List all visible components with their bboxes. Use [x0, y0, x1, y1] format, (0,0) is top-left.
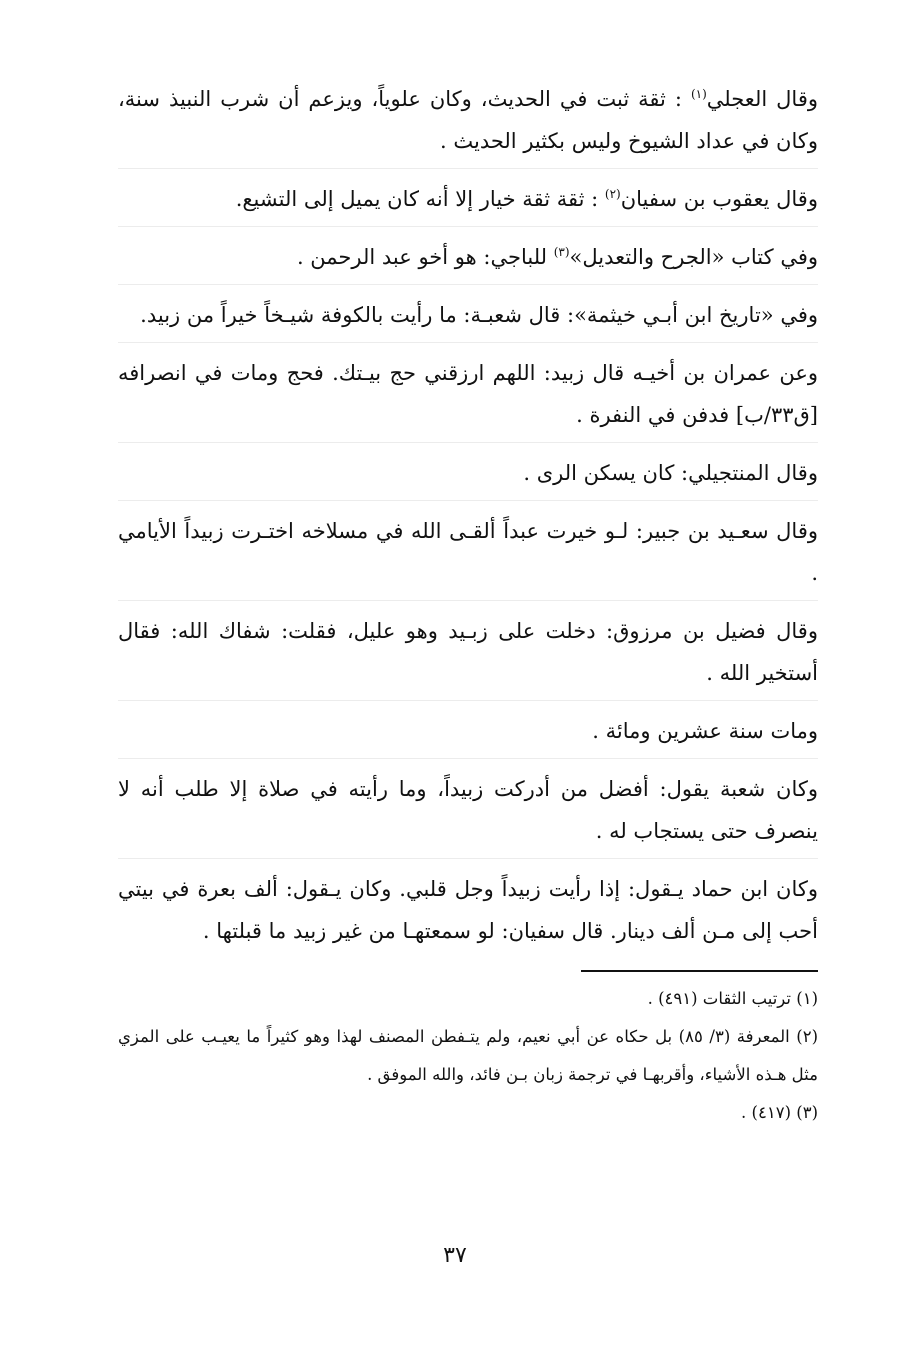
paragraph-text: وقال سعـيد بن جبير: لـو خيرت عبداً ألقـى الله في مسلاخه اختـرت زبيداً الأيامي .: [118, 519, 818, 585]
paragraph-ijli: [118, 78, 818, 169]
page-number: ٣٧: [443, 1243, 467, 1268]
paragraph-khaythama: [118, 294, 818, 343]
paragraph-shuba: [118, 768, 818, 859]
paragraph-muntajili: [118, 452, 818, 501]
paragraph-death: [118, 710, 818, 759]
paragraph-text: : ثقة ثبت في الحديث، وكان علوياً، ويزعم أن شرب النبيذ سنة، وكان في عداد الشيوخ وليس بكثير الحديث .: [118, 87, 818, 153]
footnote-3: [118, 1094, 818, 1132]
paragraph-text: : ثقة ثقة خيار إلا أنه كان يميل إلى التشيع.: [235, 187, 605, 211]
paragraph-text: وفي «تاريخ ابن أبـي خيثمة»: قال شعبـة: ما رأيت بالكوفة شيـخاً خيراً من زبيد.: [140, 303, 818, 327]
footnote-1: [118, 980, 818, 1018]
footnote-2: [118, 1018, 818, 1094]
paragraph-text: وكان ابن حماد يـقول: إذا رأيت زبيداً وجل قلبي. وكان يـقول: ألف بعرة في بيتي أحب إلى مـن ألف دينار. قال سفيان: لو سمعتهـا من غير زبيد ما قبلتها .: [118, 877, 818, 943]
paragraph-yaqub: [118, 178, 818, 227]
footnote-text: (٣) (٤١٧) .: [741, 1103, 818, 1122]
paragraph-text: ومات سنة عشرين ومائة .: [592, 719, 818, 743]
paragraph-text: وكان شعبة يقول: أفضل من أدركت زبيداً، وما رأيته في صلاة إلا طلب أنه لا ينصرف حتى يستجاب له .: [118, 777, 818, 843]
paragraph-jarh: [118, 236, 818, 285]
paragraph-text: وقال يعقوب بن سفيان: [620, 187, 818, 211]
paragraph-text: وقال فضيل بن مرزوق: دخلت على زبـيد وهو عليل، فقلت: شفاك الله: فقال أستخير الله .: [118, 619, 818, 685]
footnote-ref: (٣): [553, 245, 570, 259]
paragraph-text: وقال المنتجيلي: كان يسكن الرى .: [523, 461, 818, 485]
paragraph-fudayl: [118, 610, 818, 701]
paragraph-text: للباجي: هو أخو عبد الرحمن .: [296, 245, 554, 269]
paragraph-said: [118, 510, 818, 601]
paragraph-imran: [118, 352, 818, 443]
paragraph-text: وفي كتاب «الجرح والتعديل»: [569, 245, 818, 269]
footnote-separator: [581, 970, 818, 972]
page-body: [118, 78, 818, 1132]
paragraph-text: وعن عمران بن أخيـه قال زبيد: اللهم ارزقني حج بيـتك. فحج ومات في انصرافه [ق٣٣/ب] فدفن في النفرة .: [118, 361, 818, 427]
footnote-text: (٢) المعرفة (٣/ ٨٥) بل حكاه عن أبي نعيم، ولم يتـفطن المصنف لهذا وهو كثيراً ما يعيـب على المزي مثل هـذه الأشياء، وأقربهـا في ترجمة زبان بـن فائد، والله الموفق .: [118, 1027, 819, 1084]
paragraph-hammad: [118, 868, 818, 958]
paragraph-text: وقال العجلي: [706, 87, 819, 111]
footnote-text: (١) ترتيب الثقات (٤٩١) .: [647, 989, 818, 1008]
footnote-ref: (٢): [604, 187, 621, 201]
footnote-ref: (١): [690, 87, 707, 101]
